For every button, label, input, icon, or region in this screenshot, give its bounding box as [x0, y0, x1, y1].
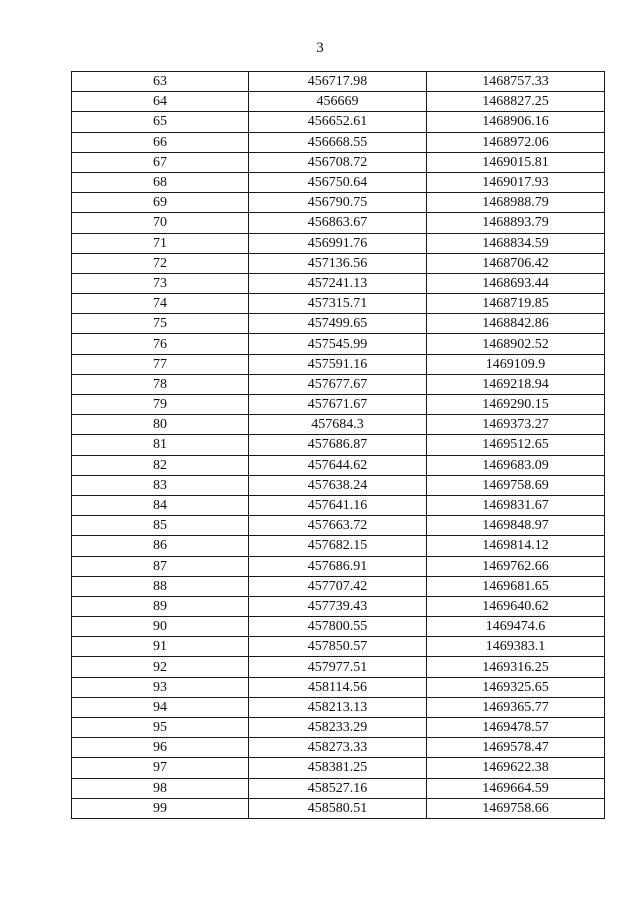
x-coordinate-cell: 457241.13	[249, 273, 427, 293]
coordinates-table	[71, 71, 605, 819]
x-coordinate-cell: 457682.15	[249, 536, 427, 556]
y-coordinate-cell: 1469831.67	[427, 495, 605, 515]
table-row	[72, 536, 605, 556]
x-coordinate-cell: 456717.98	[249, 72, 427, 92]
y-coordinate-cell: 1469762.66	[427, 556, 605, 576]
x-coordinate-cell: 457977.51	[249, 657, 427, 677]
y-coordinate-cell: 1469017.93	[427, 172, 605, 192]
table-row	[72, 778, 605, 798]
x-coordinate-cell: 457686.91	[249, 556, 427, 576]
x-coordinate-cell: 458213.13	[249, 697, 427, 717]
point-number-cell: 96	[72, 738, 249, 758]
y-coordinate-cell: 1468906.16	[427, 112, 605, 132]
table-row	[72, 495, 605, 515]
y-coordinate-cell: 1469316.25	[427, 657, 605, 677]
table-row	[72, 253, 605, 273]
y-coordinate-cell: 1469109.9	[427, 354, 605, 374]
y-coordinate-cell: 1468842.86	[427, 314, 605, 334]
y-coordinate-cell: 1468893.79	[427, 213, 605, 233]
y-coordinate-cell: 1469325.65	[427, 677, 605, 697]
table-row	[72, 576, 605, 596]
table-row	[72, 657, 605, 677]
point-number-cell: 65	[72, 112, 249, 132]
table-row	[72, 374, 605, 394]
y-coordinate-cell: 1468972.06	[427, 132, 605, 152]
y-coordinate-cell: 1468834.59	[427, 233, 605, 253]
y-coordinate-cell: 1469383.1	[427, 637, 605, 657]
y-coordinate-cell: 1469474.6	[427, 617, 605, 637]
point-number-cell: 74	[72, 294, 249, 314]
point-number-cell: 84	[72, 495, 249, 515]
point-number-cell: 94	[72, 697, 249, 717]
table-row	[72, 718, 605, 738]
y-coordinate-cell: 1468988.79	[427, 193, 605, 213]
point-number-cell: 77	[72, 354, 249, 374]
table-row	[72, 395, 605, 415]
table-row	[72, 314, 605, 334]
table-row	[72, 294, 605, 314]
x-coordinate-cell: 456708.72	[249, 152, 427, 172]
point-number-cell: 72	[72, 253, 249, 273]
y-coordinate-cell: 1469015.81	[427, 152, 605, 172]
table-row	[72, 697, 605, 717]
y-coordinate-cell: 1469365.77	[427, 697, 605, 717]
point-number-cell: 87	[72, 556, 249, 576]
x-coordinate-cell: 457663.72	[249, 516, 427, 536]
x-coordinate-cell: 457641.16	[249, 495, 427, 515]
table-row	[72, 112, 605, 132]
x-coordinate-cell: 457644.62	[249, 455, 427, 475]
table-row	[72, 193, 605, 213]
x-coordinate-cell: 458273.33	[249, 738, 427, 758]
x-coordinate-cell: 457850.57	[249, 637, 427, 657]
y-coordinate-cell: 1469218.94	[427, 374, 605, 394]
table-row	[72, 758, 605, 778]
point-number-cell: 79	[72, 395, 249, 415]
x-coordinate-cell: 457800.55	[249, 617, 427, 637]
x-coordinate-cell: 457591.16	[249, 354, 427, 374]
y-coordinate-cell: 1469478.57	[427, 718, 605, 738]
point-number-cell: 93	[72, 677, 249, 697]
x-coordinate-cell: 457739.43	[249, 596, 427, 616]
y-coordinate-cell: 1468706.42	[427, 253, 605, 273]
x-coordinate-cell: 458114.56	[249, 677, 427, 697]
table-row	[72, 415, 605, 435]
y-coordinate-cell: 1469373.27	[427, 415, 605, 435]
point-number-cell: 88	[72, 576, 249, 596]
y-coordinate-cell: 1469290.15	[427, 395, 605, 415]
y-coordinate-cell: 1469640.62	[427, 596, 605, 616]
x-coordinate-cell: 456750.64	[249, 172, 427, 192]
table-row	[72, 637, 605, 657]
x-coordinate-cell: 457136.56	[249, 253, 427, 273]
y-coordinate-cell: 1468902.52	[427, 334, 605, 354]
x-coordinate-cell: 458233.29	[249, 718, 427, 738]
y-coordinate-cell: 1469758.66	[427, 798, 605, 818]
y-coordinate-cell: 1468693.44	[427, 273, 605, 293]
coordinates-table-body	[72, 72, 605, 819]
table-row	[72, 435, 605, 455]
y-coordinate-cell: 1469512.65	[427, 435, 605, 455]
table-row	[72, 556, 605, 576]
table-row	[72, 596, 605, 616]
table-row	[72, 798, 605, 818]
table-row	[72, 92, 605, 112]
x-coordinate-cell: 456863.67	[249, 213, 427, 233]
point-number-cell: 73	[72, 273, 249, 293]
y-coordinate-cell: 1469848.97	[427, 516, 605, 536]
x-coordinate-cell: 457499.65	[249, 314, 427, 334]
page-number: 3	[316, 40, 324, 56]
point-number-cell: 75	[72, 314, 249, 334]
point-number-cell: 78	[72, 374, 249, 394]
table-row	[72, 738, 605, 758]
x-coordinate-cell: 457671.67	[249, 395, 427, 415]
point-number-cell: 98	[72, 778, 249, 798]
y-coordinate-cell: 1468757.33	[427, 72, 605, 92]
table-row	[72, 273, 605, 293]
x-coordinate-cell: 457707.42	[249, 576, 427, 596]
y-coordinate-cell: 1468827.25	[427, 92, 605, 112]
point-number-cell: 85	[72, 516, 249, 536]
x-coordinate-cell: 457684.3	[249, 415, 427, 435]
table-row	[72, 72, 605, 92]
x-coordinate-cell: 456991.76	[249, 233, 427, 253]
y-coordinate-cell: 1469683.09	[427, 455, 605, 475]
table-row	[72, 172, 605, 192]
x-coordinate-cell: 457686.87	[249, 435, 427, 455]
point-number-cell: 97	[72, 758, 249, 778]
table-row	[72, 516, 605, 536]
x-coordinate-cell: 457638.24	[249, 475, 427, 495]
y-coordinate-cell: 1469758.69	[427, 475, 605, 495]
table-row	[72, 233, 605, 253]
y-coordinate-cell: 1469814.12	[427, 536, 605, 556]
point-number-cell: 89	[72, 596, 249, 616]
point-number-cell: 76	[72, 334, 249, 354]
table-row	[72, 617, 605, 637]
point-number-cell: 63	[72, 72, 249, 92]
table-row	[72, 334, 605, 354]
x-coordinate-cell: 457315.71	[249, 294, 427, 314]
table-row	[72, 354, 605, 374]
point-number-cell: 67	[72, 152, 249, 172]
point-number-cell: 99	[72, 798, 249, 818]
point-number-cell: 81	[72, 435, 249, 455]
point-number-cell: 90	[72, 617, 249, 637]
table-row	[72, 213, 605, 233]
point-number-cell: 83	[72, 475, 249, 495]
y-coordinate-cell: 1469578.47	[427, 738, 605, 758]
table-row	[72, 475, 605, 495]
x-coordinate-cell: 458527.16	[249, 778, 427, 798]
x-coordinate-cell: 457677.67	[249, 374, 427, 394]
point-number-cell: 86	[72, 536, 249, 556]
y-coordinate-cell: 1469681.65	[427, 576, 605, 596]
x-coordinate-cell: 456790.75	[249, 193, 427, 213]
x-coordinate-cell: 456669	[249, 92, 427, 112]
point-number-cell: 80	[72, 415, 249, 435]
point-number-cell: 71	[72, 233, 249, 253]
y-coordinate-cell: 1469664.59	[427, 778, 605, 798]
table-row	[72, 677, 605, 697]
x-coordinate-cell: 458381.25	[249, 758, 427, 778]
x-coordinate-cell: 456652.61	[249, 112, 427, 132]
point-number-cell: 69	[72, 193, 249, 213]
table-row	[72, 132, 605, 152]
point-number-cell: 64	[72, 92, 249, 112]
point-number-cell: 82	[72, 455, 249, 475]
y-coordinate-cell: 1468719.85	[427, 294, 605, 314]
point-number-cell: 66	[72, 132, 249, 152]
x-coordinate-cell: 456668.55	[249, 132, 427, 152]
point-number-cell: 92	[72, 657, 249, 677]
point-number-cell: 91	[72, 637, 249, 657]
x-coordinate-cell: 458580.51	[249, 798, 427, 818]
point-number-cell: 68	[72, 172, 249, 192]
point-number-cell: 70	[72, 213, 249, 233]
x-coordinate-cell: 457545.99	[249, 334, 427, 354]
y-coordinate-cell: 1469622.38	[427, 758, 605, 778]
point-number-cell: 95	[72, 718, 249, 738]
table-row	[72, 455, 605, 475]
table-row	[72, 152, 605, 172]
